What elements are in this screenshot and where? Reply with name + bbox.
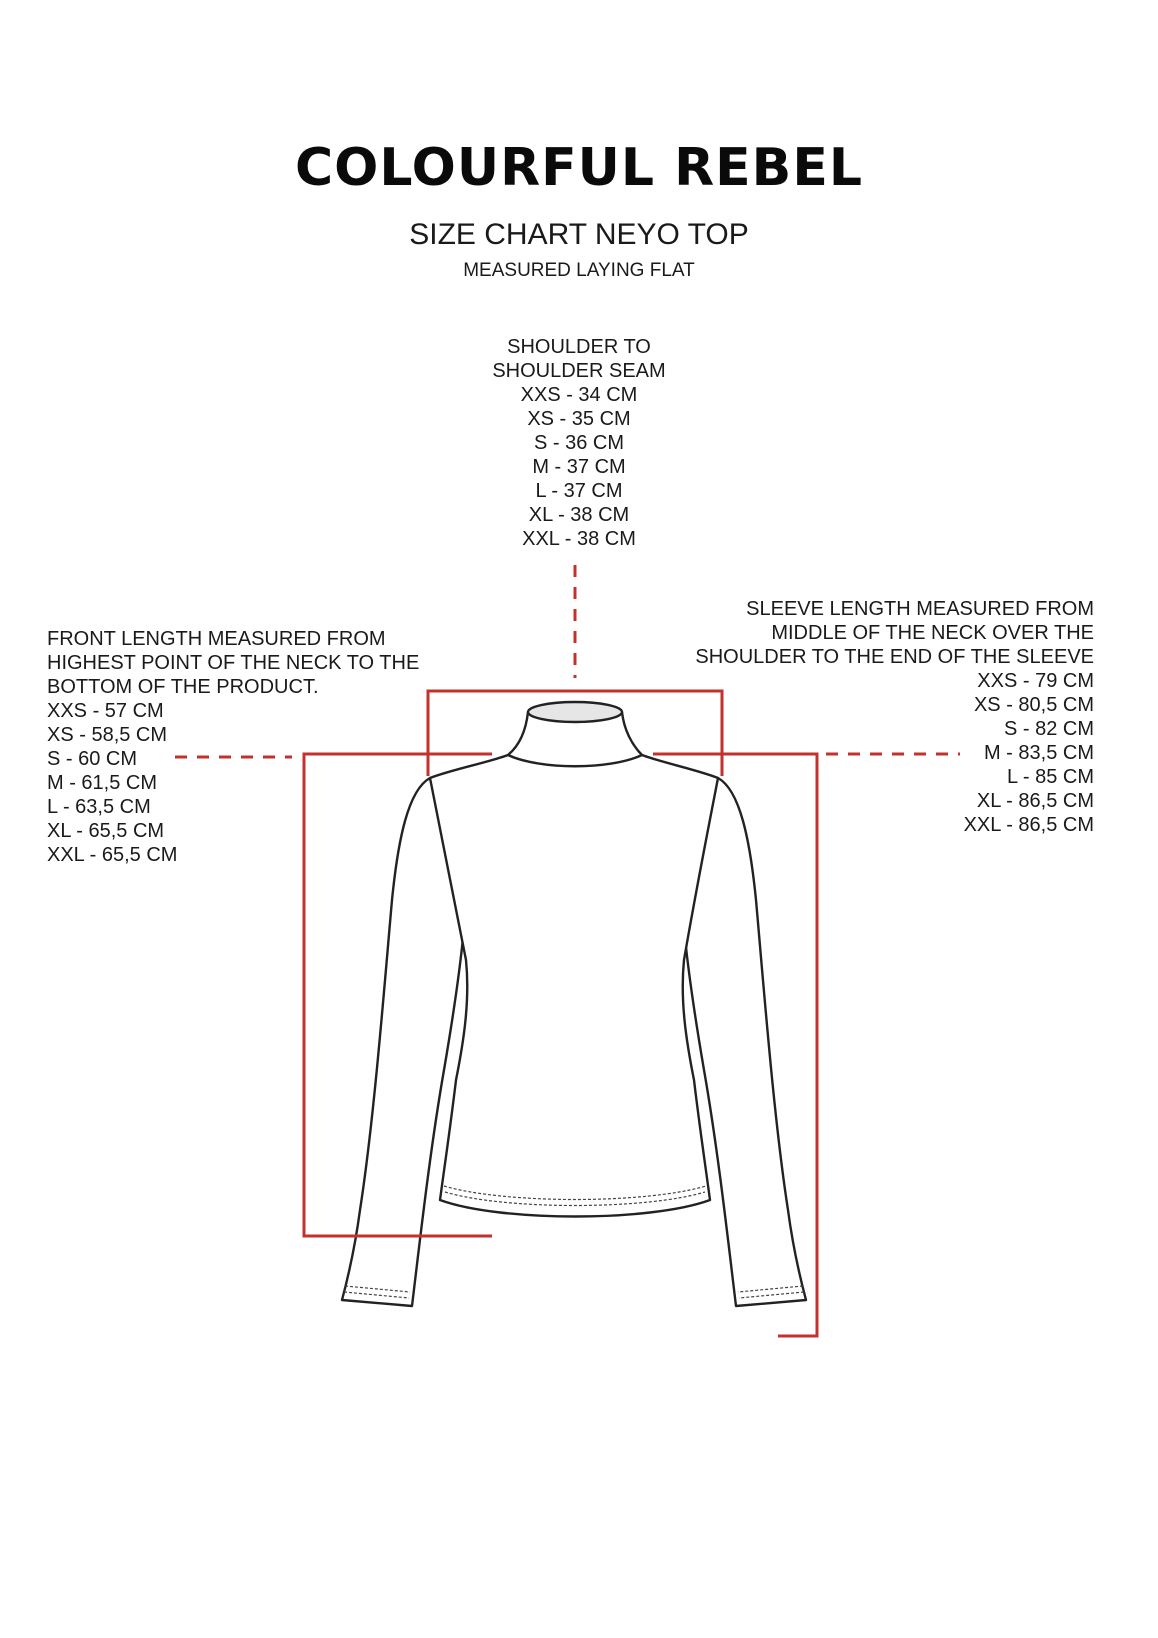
sleeve-length-size-row: XXL - 86,5 CM xyxy=(963,814,1094,836)
page-subtitle: MEASURED LAYING FLAT xyxy=(463,260,695,281)
front-length-label-line: BOTTOM OF THE PRODUCT. xyxy=(47,676,319,698)
shoulder-label-line: SHOULDER SEAM xyxy=(492,360,666,382)
front-length-size-row: XXL - 65,5 CM xyxy=(47,844,178,866)
front-length-size-row: XXS - 57 CM xyxy=(47,700,164,722)
front-length-label-line: FRONT LENGTH MEASURED FROM xyxy=(47,628,386,650)
sleeve-length-size-row: XS - 80,5 CM xyxy=(973,694,1094,716)
body-outline xyxy=(430,755,718,1217)
turtleneck-top-illustration xyxy=(342,702,806,1306)
sleeve-length-size-row: XL - 86,5 CM xyxy=(976,790,1094,812)
shoulder-size-row: M - 37 CM xyxy=(532,456,626,478)
sleeve-length-label-line: SHOULDER TO THE END OF THE SLEEVE xyxy=(695,646,1094,668)
page-title: SIZE CHART NEYO TOP xyxy=(409,218,749,251)
shoulder-size-row: S - 36 CM xyxy=(533,432,625,454)
sleeve-length-size-row: XXS - 79 CM xyxy=(977,670,1094,692)
brand-logo: COLOURFUL REBEL xyxy=(295,138,863,198)
shoulder-size-row: L - 37 CM xyxy=(535,480,623,502)
front-length-size-row: S - 60 CM xyxy=(47,748,138,770)
front-length-size-row: XS - 58,5 CM xyxy=(47,724,168,746)
front-length-label-line: HIGHEST POINT OF THE NECK TO THE xyxy=(47,652,420,674)
sleeve-length-label-line: SLEEVE LENGTH MEASURED FROM xyxy=(746,598,1094,620)
shoulder-size-row: XS - 35 CM xyxy=(527,408,631,430)
sleeve-length-size-row: M - 83,5 CM xyxy=(983,742,1094,764)
shoulder-size-row: XXL - 38 CM xyxy=(522,528,636,550)
shoulder-size-row: XL - 38 CM xyxy=(528,504,630,526)
shoulder-size-row: XXS - 34 CM xyxy=(520,384,638,406)
sleeve-length-label-line: MIDDLE OF THE NECK OVER THE xyxy=(771,622,1094,644)
collar-opening xyxy=(528,702,622,722)
front-length-size-row: L - 63,5 CM xyxy=(47,796,151,818)
front-length-size-row: M - 61,5 CM xyxy=(47,772,158,794)
front-length-size-row: XL - 65,5 CM xyxy=(47,820,165,842)
shoulder-label-line: SHOULDER TO xyxy=(507,336,651,358)
sleeve-length-size-row: L - 85 CM xyxy=(1006,766,1094,788)
sleeve-length-size-row: S - 82 CM xyxy=(1003,718,1094,740)
